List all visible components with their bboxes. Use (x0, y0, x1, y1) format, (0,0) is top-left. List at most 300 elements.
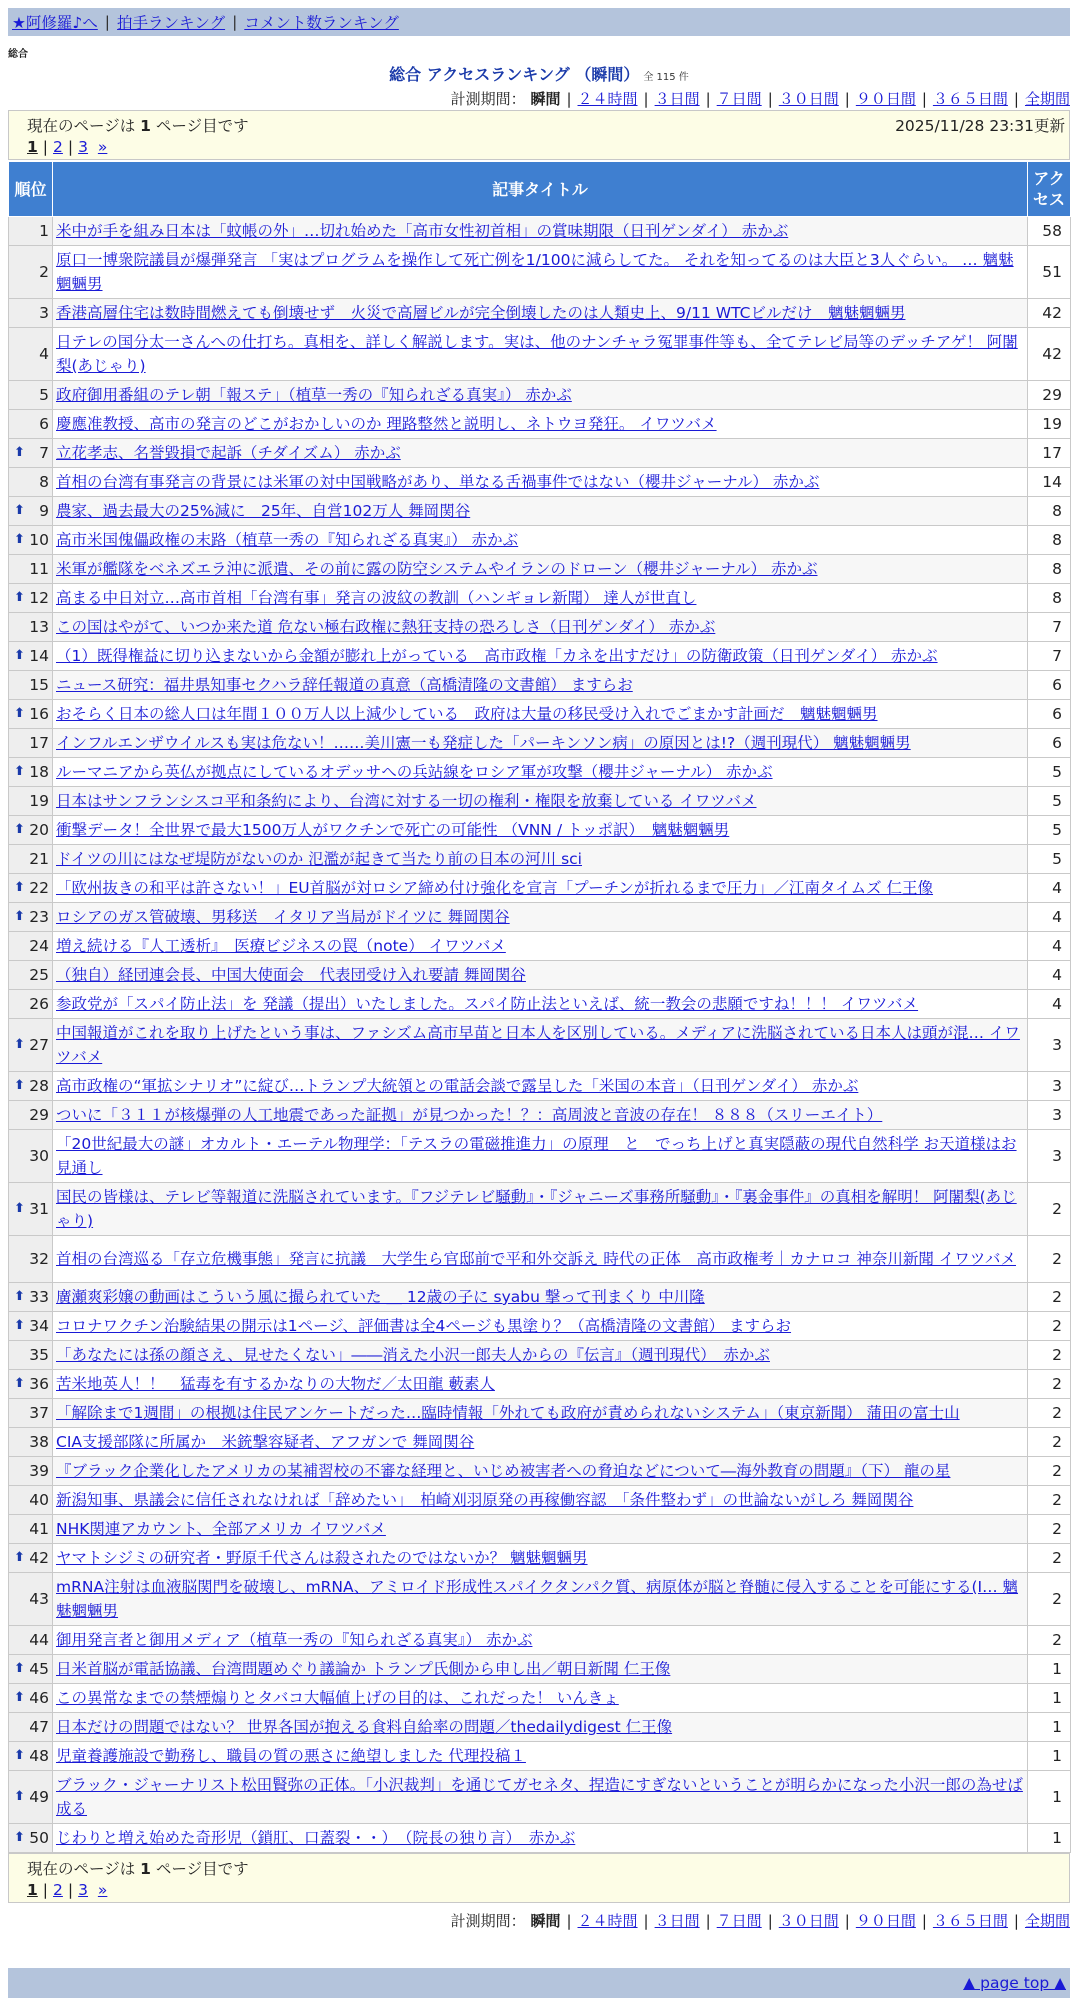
rank-cell (9, 1486, 53, 1515)
rank-cell (9, 468, 53, 497)
rank-number: 7 (39, 444, 49, 462)
rank-up-arrow-icon: ⬆ (14, 648, 25, 663)
article-title-link[interactable]: 日本はサンフランシスコ平和条約により、台湾に対する一切の権利・権限を放棄している イワツバメ (56, 792, 757, 810)
article-title-link[interactable]: 児童養護施設で勤務し、職員の質の悪さに絶望しました 代理投稿１ (56, 1747, 526, 1765)
rank-number: 1 (39, 222, 49, 240)
table-row (9, 961, 1071, 990)
rank-up-arrow-icon: ⬆ (14, 1830, 25, 1845)
access-count: 14 (1028, 468, 1071, 497)
table-row (9, 381, 1071, 410)
rank-up-arrow-icon: ⬆ (14, 1376, 25, 1391)
title-cell (53, 1457, 1028, 1486)
access-count: 2 (1028, 1183, 1071, 1236)
access-count: 2 (1028, 1341, 1071, 1370)
article-title-link[interactable]: 廣瀬爽彩嬢の動画はこういう風に撮られていた ＿ 12歳の子に syabu 撃って刊まくり 中川隆 (56, 1288, 705, 1306)
title-cell (53, 246, 1028, 299)
rank-number: 50 (29, 1829, 49, 1847)
rank-number: 39 (29, 1462, 49, 1480)
article-title-link[interactable]: 高市米国傀儡政権の末路（植草一秀の『知られざる真実』） 赤かぶ (56, 531, 519, 549)
applause-ranking-link[interactable]: 拍手ランキング (117, 14, 226, 32)
article-title-link[interactable]: 国民の皆様は、テレビ等報道に洗脳されています。『フジテレビ騒動』・『ジャニーズ事務所騒動』・『裏金事件』の真相を解明！ 阿闍梨(あじゃり) (56, 1188, 1017, 1230)
period-option[interactable]: 全期間 (1024, 90, 1070, 108)
access-count: 17 (1028, 439, 1071, 468)
title-cell (53, 468, 1028, 497)
rank-header: 順位 (9, 162, 53, 217)
period-selector-top: 計測期間： 瞬間 | ２４時間 | ３日間 | ７日間 | ３０日間 | ９０日間 | ３６５日間 | 全期間 (450, 90, 1070, 108)
pager-page-link[interactable]: 3 (78, 138, 89, 156)
article-title-link[interactable]: ついに「３１１が核爆弾の人工地震であった証拠」が見つかった！？：高周波と音波の存在！ ８８８（スリーエイト） (56, 1106, 883, 1124)
period-option[interactable]: ２４時間 (577, 1912, 638, 1930)
rank-number: 24 (29, 937, 49, 955)
rank-number: 30 (29, 1147, 49, 1165)
title-cell (53, 1072, 1028, 1101)
article-title-link[interactable]: ルーマニアから英仏が拠点にしているオデッサへの兵站線をロシア軍が攻撃（櫻井ジャーナル） 赤かぶ (56, 763, 773, 781)
title-cell (53, 1101, 1028, 1130)
access-count: 1 (1028, 1655, 1071, 1684)
rank-number: 25 (29, 966, 49, 984)
rank-cell (9, 497, 53, 526)
rank-cell (9, 1183, 53, 1236)
rank-cell (9, 1655, 53, 1684)
rank-number: 49 (29, 1788, 49, 1806)
rank-cell (9, 961, 53, 990)
rank-cell (9, 1130, 53, 1183)
rank-cell (9, 1341, 53, 1370)
period-selector-bottom: 計測期間： 瞬間 | ２４時間 | ３日間 | ７日間 | ３０日間 | ９０日間 | ３６５日間 | 全期間 (450, 1912, 1070, 1930)
table-row (9, 1655, 1071, 1684)
period-option[interactable]: ３０日間 (778, 90, 839, 108)
pager-next-link[interactable]: » (97, 138, 108, 156)
rank-cell (9, 1399, 53, 1428)
rank-up-arrow-icon: ⬆ (14, 880, 25, 895)
rank-cell (9, 642, 53, 671)
access-count: 2 (1028, 1544, 1071, 1573)
title-cell (53, 555, 1028, 584)
rank-up-arrow-icon: ⬆ (14, 822, 25, 837)
rank-number: 45 (29, 1660, 49, 1678)
table-row (9, 787, 1071, 816)
table-row (9, 1283, 1071, 1312)
rank-up-arrow-icon: ⬆ (14, 1789, 25, 1804)
rank-number: 13 (29, 618, 49, 636)
rank-number: 44 (29, 1631, 49, 1649)
title-cell (53, 729, 1028, 758)
bottom-bar (8, 1968, 1070, 1998)
article-title-link[interactable]: 米中が手を組み日本は「蚊帳の外」…切れ始めた「高市女性初首相」の賞味期限（日刊ゲンダイ） 赤かぶ (56, 222, 789, 240)
article-title-link[interactable]: コロナワクチン治験結果の開示は1ページ、評価書は全4ページも黒塗り？（高橋清隆の文書館） ますらお (56, 1317, 792, 1335)
table-row (9, 758, 1071, 787)
table-row (9, 1101, 1071, 1130)
rank-up-arrow-icon: ⬆ (14, 706, 25, 721)
rank-number: 3 (39, 304, 49, 322)
title-cell (53, 1742, 1028, 1771)
table-row (9, 584, 1071, 613)
rank-cell (9, 555, 53, 584)
rank-up-arrow-icon: ⬆ (14, 1748, 25, 1763)
title-cell (53, 381, 1028, 410)
article-title-link[interactable]: 香港高層住宅は数時間燃えても倒壊せず 火災で高層ビルが完全倒壊したのは人類史上、9/11 WTCビルだけ 魑魅魍魎男 (56, 304, 906, 322)
title-cell (53, 758, 1028, 787)
title-cell (53, 1399, 1028, 1428)
period-label: 計測期間： (450, 1912, 526, 1930)
rank-up-arrow-icon: ⬆ (14, 1037, 25, 1052)
access-count: 5 (1028, 758, 1071, 787)
table-row (9, 1183, 1071, 1236)
article-title-link[interactable]: 中国報道がこれを取り上げたという事は、ファシズム高市早苗と日本人を区別している。メディアに洗脳されている日本人は頭が混… イワツバメ (56, 1024, 1020, 1066)
rank-cell (9, 439, 53, 468)
title-cell (53, 1626, 1028, 1655)
article-title-link[interactable]: ロシアのガス管破壊、男移送 イタリア当局がドイツに 舞岡関谷 (56, 908, 510, 926)
rank-number: 47 (29, 1718, 49, 1736)
ranking-title-row (0, 62, 1078, 85)
period-label: 計測期間： (450, 90, 526, 108)
title-cell (53, 1771, 1028, 1824)
access-count: 3 (1028, 1130, 1071, 1183)
title-cell (53, 410, 1028, 439)
rank-number: 42 (29, 1549, 49, 1567)
table-row (9, 845, 1071, 874)
rank-up-arrow-icon: ⬆ (14, 532, 25, 547)
table-row (9, 642, 1071, 671)
table-row (9, 1684, 1071, 1713)
rank-cell (9, 1626, 53, 1655)
rank-cell (9, 1101, 53, 1130)
total-count: 全 115 件 (643, 72, 689, 83)
table-row (9, 1626, 1071, 1655)
article-title-link[interactable]: この国はやがて、いつか来た道 危ない極右政権に熱狂支持の恐ろしさ（日刊ゲンダイ） 赤かぶ (56, 618, 716, 636)
access-count: 8 (1028, 526, 1071, 555)
access-count: 29 (1028, 381, 1071, 410)
table-row (9, 613, 1071, 642)
article-title-link[interactable]: 首相の台湾巡る「存立危機事態」発言に抗議 大学生ら官邸前で平和外交訴え 時代の正体 高市政権考｜カナロコ 神奈川新聞 イワツバメ (56, 1250, 1016, 1268)
period-option[interactable]: ９０日間 (855, 90, 916, 108)
title-cell (53, 961, 1028, 990)
title-cell (53, 1312, 1028, 1341)
title-cell (53, 671, 1028, 700)
access-count: 1 (1028, 1742, 1071, 1771)
rank-up-arrow-icon: ⬆ (14, 1289, 25, 1304)
access-count: 51 (1028, 246, 1071, 299)
title-cell (53, 1684, 1028, 1713)
rank-number: 28 (29, 1077, 49, 1095)
rank-cell (9, 1742, 53, 1771)
article-title-link[interactable]: ニュース研究：福井県知事セクハラ辞任報道の真意（高橋清隆の文書館） ますらお (56, 676, 633, 694)
title-cell (53, 1019, 1028, 1072)
rank-up-arrow-icon: ⬆ (14, 445, 25, 460)
access-count: 2 (1028, 1573, 1071, 1626)
article-title-link[interactable]: 新潟知事、県議会に信任されなければ「辞めたい」 柏崎刈羽原発の再稼働容認 「条件整わず」の世論ないがしろ 舞岡関谷 (56, 1491, 914, 1509)
rank-cell (9, 700, 53, 729)
table-row (9, 903, 1071, 932)
rank-number: 10 (29, 531, 49, 549)
title-cell (53, 1573, 1028, 1626)
title-cell (53, 816, 1028, 845)
rank-number: 40 (29, 1491, 49, 1509)
rank-up-arrow-icon: ⬆ (14, 1550, 25, 1565)
rank-number: 34 (29, 1317, 49, 1335)
article-title-link[interactable]: 農家、過去最大の25%減に 25年、自営102万人 舞岡関谷 (56, 502, 471, 520)
title-cell (53, 787, 1028, 816)
access-count: 2 (1028, 1236, 1071, 1283)
article-title-link[interactable]: 日本だけの問題ではない？ 世界各国が抱える食料自給率の問題／thedailydigest 仁王像 (56, 1718, 673, 1736)
pager: 1 | 2 | 3 » (27, 1881, 108, 1899)
table-row (9, 217, 1071, 246)
period-option[interactable]: ３６５日間 (932, 90, 1008, 108)
rank-number: 23 (29, 908, 49, 926)
period-option[interactable]: ７日間 (716, 90, 762, 108)
rank-cell (9, 1713, 53, 1742)
rank-cell (9, 1684, 53, 1713)
period-option[interactable]: ３６５日間 (932, 1912, 1008, 1930)
rank-number: 26 (29, 995, 49, 1013)
article-title-link[interactable]: 増え続ける『人工透析』 医療ビジネスの罠（note） イワツバメ (56, 937, 506, 955)
page-info-panel-bottom (8, 1853, 1070, 1903)
rank-up-arrow-icon: ⬆ (14, 1318, 25, 1333)
rank-cell (9, 1457, 53, 1486)
table-row (9, 1399, 1071, 1428)
title-cell (53, 845, 1028, 874)
title-cell (53, 1428, 1028, 1457)
rank-number: 20 (29, 821, 49, 839)
table-row (9, 1771, 1071, 1824)
title-cell (53, 1130, 1028, 1183)
rank-number: 22 (29, 879, 49, 897)
table-row (9, 299, 1071, 328)
table-row (9, 816, 1071, 845)
table-row (9, 1312, 1071, 1341)
rank-cell (9, 584, 53, 613)
period-current: 瞬間 (530, 90, 561, 108)
access-count: 42 (1028, 328, 1071, 381)
table-row (9, 671, 1071, 700)
access-count: 1 (1028, 1824, 1071, 1853)
article-title-link[interactable]: この異常なまでの禁煙煽りとタバコ大幅値上げの目的は、これだった！ いんきょ (56, 1689, 619, 1707)
article-title-link[interactable]: 米軍が艦隊をベネズエラ沖に派遣、その前に露の防空システムやイランのドローン（櫻井ジャーナル） 赤かぶ (56, 560, 818, 578)
article-title-link[interactable]: ブラック・ジャーナリスト松田賢弥の正体。「小沢裁判」を通じてガセネタ、捏造にすぎないということが明らかになった小沢一郎の為せば成る (56, 1776, 1023, 1818)
article-title-link[interactable]: 慶應准教授、高市の発言のどこがおかしいのか 理路整然と説明し、ネトウヨ発狂。 イワツバメ (56, 415, 717, 433)
article-title-link[interactable]: ヤマトシジミの研究者・野原千代さんは殺されたのではないか？ 魑魅魍魎男 (56, 1549, 588, 1567)
title-cell (53, 700, 1028, 729)
access-count: 5 (1028, 845, 1071, 874)
article-title-link[interactable]: 「解除まで1週間」の根拠は住民アンケートだった…臨時情報「外れても政府が責められないシステム」（東京新聞） 蒲田の富士山 (56, 1404, 960, 1422)
period-option[interactable]: ３日間 (654, 1912, 700, 1930)
nav-separator: | (232, 13, 238, 31)
current-page-text: 現在のページは 1 ページ目です (27, 117, 249, 135)
table-row (9, 439, 1071, 468)
title-cell (53, 328, 1028, 381)
title-cell (53, 874, 1028, 903)
table-row (9, 1236, 1071, 1283)
rank-cell (9, 410, 53, 439)
title-cell (53, 526, 1028, 555)
article-title-link[interactable]: （1）既得権益に切り込まないから金額が膨れ上がっている 高市政権「カネを出すだけ」の防衛政策（日刊ゲンダイ） 赤かぶ (56, 647, 938, 665)
article-title-link[interactable]: mRNA注射は血液脳関門を破壊し、mRNA、アミロイド形成性スパイクタンパク質、病原体が脳と脊髄に侵入することを可能にする(I… 魑魅魍魎男 (56, 1578, 1019, 1620)
table-header-row (9, 162, 1071, 217)
access-count: 8 (1028, 497, 1071, 526)
pager-page-link[interactable]: 2 (53, 1881, 63, 1899)
access-count: 19 (1028, 410, 1071, 439)
rank-cell (9, 1312, 53, 1341)
rank-cell (9, 1370, 53, 1399)
period-option[interactable]: 全期間 (1024, 1912, 1070, 1930)
rank-up-arrow-icon: ⬆ (14, 764, 25, 779)
period-option[interactable]: ９０日間 (855, 1912, 916, 1930)
access-count: 2 (1028, 1399, 1071, 1428)
page-title: 総合 アクセスランキング （瞬間） (389, 65, 640, 84)
article-title-link[interactable]: 高市政権の“軍拡シナリオ”に綻び…トランプ大統領との電話会談で露呈した「米国の本音」（日刊ゲンダイ） 赤かぶ (56, 1077, 859, 1095)
access-count: 6 (1028, 671, 1071, 700)
title-cell (53, 1370, 1028, 1399)
rank-cell (9, 613, 53, 642)
rank-number: 46 (29, 1689, 49, 1707)
rank-cell (9, 328, 53, 381)
rank-cell (9, 1019, 53, 1072)
access-header: アクセス (1028, 162, 1071, 217)
rank-cell (9, 729, 53, 758)
rank-up-arrow-icon: ⬆ (14, 590, 25, 605)
rank-cell (9, 990, 53, 1019)
article-title-link[interactable]: 政府御用番組のテレ朝「報ステ」（植草一秀の『知られざる真実』） 赤かぶ (56, 386, 572, 404)
table-row (9, 1072, 1071, 1101)
access-count: 6 (1028, 729, 1071, 758)
current-page-text: 現在のページは 1 ページ目です (27, 1860, 249, 1878)
title-cell (53, 1544, 1028, 1573)
title-cell (53, 1824, 1028, 1853)
rank-cell (9, 1515, 53, 1544)
title-cell (53, 217, 1028, 246)
article-title-link[interactable]: 『ブラック企業化したアメリカの某補習校の不審な経理と、いじめ被害者への脅迫などについて―海外教育の問題』（下） 龍の星 (56, 1462, 951, 1480)
title-cell (53, 439, 1028, 468)
rank-cell (9, 1573, 53, 1626)
access-count: 8 (1028, 584, 1071, 613)
title-cell (53, 932, 1028, 961)
period-option[interactable]: ２４時間 (577, 90, 638, 108)
rank-number: 9 (39, 502, 49, 520)
rank-cell (9, 246, 53, 299)
access-count: 4 (1028, 990, 1071, 1019)
period-option[interactable]: ３日間 (654, 90, 700, 108)
pager-next-link[interactable]: » (97, 1881, 108, 1899)
rank-number: 36 (29, 1375, 49, 1393)
article-title-link[interactable]: おそらく日本の総人口は年間１００万人以上減少している 政府は大量の移民受け入れでごまかす計画だ 魑魅魍魎男 (56, 705, 878, 723)
rank-cell (9, 845, 53, 874)
access-count: 4 (1028, 932, 1071, 961)
table-row (9, 990, 1071, 1019)
article-title-link[interactable]: 原口一博衆院議員が爆弾発言 「実はプログラムを操作して死亡例を1/100に減らしてた。 それを知ってるのは大臣と3人ぐらい。 … 魑魅魍魎男 (56, 251, 1014, 293)
rank-cell (9, 1544, 53, 1573)
pager: 1 | 2 | 3 » (27, 138, 108, 156)
update-timestamp: 2025/11/28 23:31更新 (895, 117, 1065, 135)
rank-cell (9, 299, 53, 328)
rank-cell (9, 1283, 53, 1312)
table-row (9, 246, 1071, 299)
table-row (9, 497, 1071, 526)
article-title-link[interactable]: （独自）経団連会長、中国大使面会 代表団受け入れ要請 舞岡関谷 (56, 966, 526, 984)
rank-number: 12 (29, 589, 49, 607)
rank-cell (9, 758, 53, 787)
article-title-link[interactable]: 参政党が「スパイ防止法」を 発議（提出）いたしました。スパイ防止法といえば、統一教会の悲願ですね！！！ イワツバメ (56, 995, 919, 1013)
rank-cell (9, 903, 53, 932)
access-count: 2 (1028, 1486, 1071, 1515)
rank-number: 15 (29, 676, 49, 694)
home-link[interactable]: ★阿修羅♪へ (12, 14, 98, 32)
access-count: 2 (1028, 1312, 1071, 1341)
article-title-link[interactable]: 苦米地英人！！ 猛毒を有するかなりの大物だ／太田龍 藪素人 (56, 1375, 495, 1393)
access-count: 2 (1028, 1457, 1071, 1486)
table-row (9, 410, 1071, 439)
pager-page-link[interactable]: 2 (53, 138, 63, 156)
article-title-link[interactable]: 「欧州抜きの和平は許さない！」EU首脳が対ロシア締め付け強化を宣言「プーチンが折れるまで圧力」／江南タイムズ 仁王像 (56, 879, 934, 897)
access-count: 2 (1028, 1428, 1071, 1457)
period-option[interactable]: ３０日間 (778, 1912, 839, 1930)
pager-page-link[interactable]: 3 (78, 1881, 89, 1899)
article-title-link[interactable]: 首相の台湾有事発言の背景には米軍の対中国戦略があり、単なる舌禍事件ではない（櫻井ジャーナル） 赤かぶ (56, 473, 820, 491)
article-title-link[interactable]: 衝撃データ！全世界で最大1500万人がワクチンで死亡の可能性 （VNN / トッポ訳） 魑魅魍魎男 (56, 821, 730, 839)
access-count: 1 (1028, 1684, 1071, 1713)
rank-number: 38 (29, 1433, 49, 1451)
access-count: 42 (1028, 299, 1071, 328)
access-count: 2 (1028, 1370, 1071, 1399)
table-row (9, 1544, 1071, 1573)
title-cell (53, 1655, 1028, 1684)
article-title-link[interactable]: 高まる中日対立…高市首相「台湾有事」発言の波紋の教訓（ハンギョレ新聞） 達人が世直し (56, 589, 697, 607)
title-cell (53, 584, 1028, 613)
article-title-link[interactable]: ドイツの川にはなぜ堤防がないのか 氾濫が起きて当たり前の日本の河川 sci (56, 850, 582, 868)
pager-current: 1 (27, 1881, 38, 1899)
title-cell (53, 642, 1028, 671)
title-cell (53, 1515, 1028, 1544)
article-title-link[interactable]: 「あなたには孫の顔さえ、見せたくない」――消えた小沢一郎夫人からの『伝言』（週刊現代） 赤かぶ (56, 1346, 770, 1364)
table-row (9, 1824, 1071, 1853)
table-row (9, 700, 1071, 729)
table-row (9, 729, 1071, 758)
top-nav-bar (8, 8, 1070, 36)
rank-number: 29 (29, 1106, 49, 1124)
article-title-link[interactable]: 御用発言者と御用メディア（植草一秀の『知られざる真実』） 赤かぶ (56, 1631, 533, 1649)
table-row (9, 526, 1071, 555)
access-count: 7 (1028, 642, 1071, 671)
page-top-link[interactable]: ▲ page top ▲ (963, 1974, 1066, 1992)
rank-number: 14 (29, 647, 49, 665)
article-title-link[interactable]: 日テレの国分太一さんへの仕打ち。真相を、詳しく解説します。実は、他のナンチャラ冤罪事件等も、全てテレビ局等のデッチアゲ！ 阿闍梨(あじゃり) (56, 333, 1018, 375)
article-title-link[interactable]: インフルエンザウイルスも実は危ない！……美川憲一も発症した「パーキンソン病」の原因とは!?（週刊現代） 魑魅魍魎男 (56, 734, 911, 752)
article-title-link[interactable]: NHK関連アカウント、全部アメリカ イワツバメ (56, 1520, 386, 1538)
rank-up-arrow-icon: ⬆ (14, 1078, 25, 1093)
article-title-link[interactable]: 「20世紀最大の謎」オカルト・エーテル物理学：「テスラの電磁推進力」の原理 と でっち上げと真実隠蔽の現代自然科学 お天道様はお見通し (56, 1135, 1017, 1177)
rank-number: 16 (29, 705, 49, 723)
rank-cell (9, 932, 53, 961)
rank-number: 31 (29, 1200, 49, 1218)
access-count: 3 (1028, 1101, 1071, 1130)
rank-number: 4 (39, 345, 49, 363)
nav-separator: | (104, 13, 111, 31)
title-cell (53, 1236, 1028, 1283)
period-option[interactable]: ７日間 (716, 1912, 762, 1930)
pager-current: 1 (27, 138, 38, 156)
table-row (9, 555, 1071, 584)
article-title-link[interactable]: 日米首脳が電話協議、台湾問題めぐり議論か トランプ氏側から申し出／朝日新聞 仁王像 (56, 1660, 671, 1678)
article-title-link[interactable]: じわりと増え始めた奇形児（鎖肛、口蓋裂・・） （院長の独り言） 赤かぶ (56, 1829, 576, 1847)
rank-cell (9, 526, 53, 555)
rank-number: 48 (29, 1747, 49, 1765)
article-title-link[interactable]: CIA支援部隊に所属か 米銃撃容疑者、アフガンで 舞岡関谷 (56, 1433, 475, 1451)
article-title-link[interactable]: 立花孝志、名誉毀損で起訴（チダイズム） 赤かぶ (56, 444, 401, 462)
comment-ranking-link[interactable]: コメント数ランキング (244, 14, 399, 32)
rank-number: 2 (39, 263, 49, 281)
table-row (9, 1130, 1071, 1183)
title-cell (53, 990, 1028, 1019)
rank-number: 8 (39, 473, 49, 491)
